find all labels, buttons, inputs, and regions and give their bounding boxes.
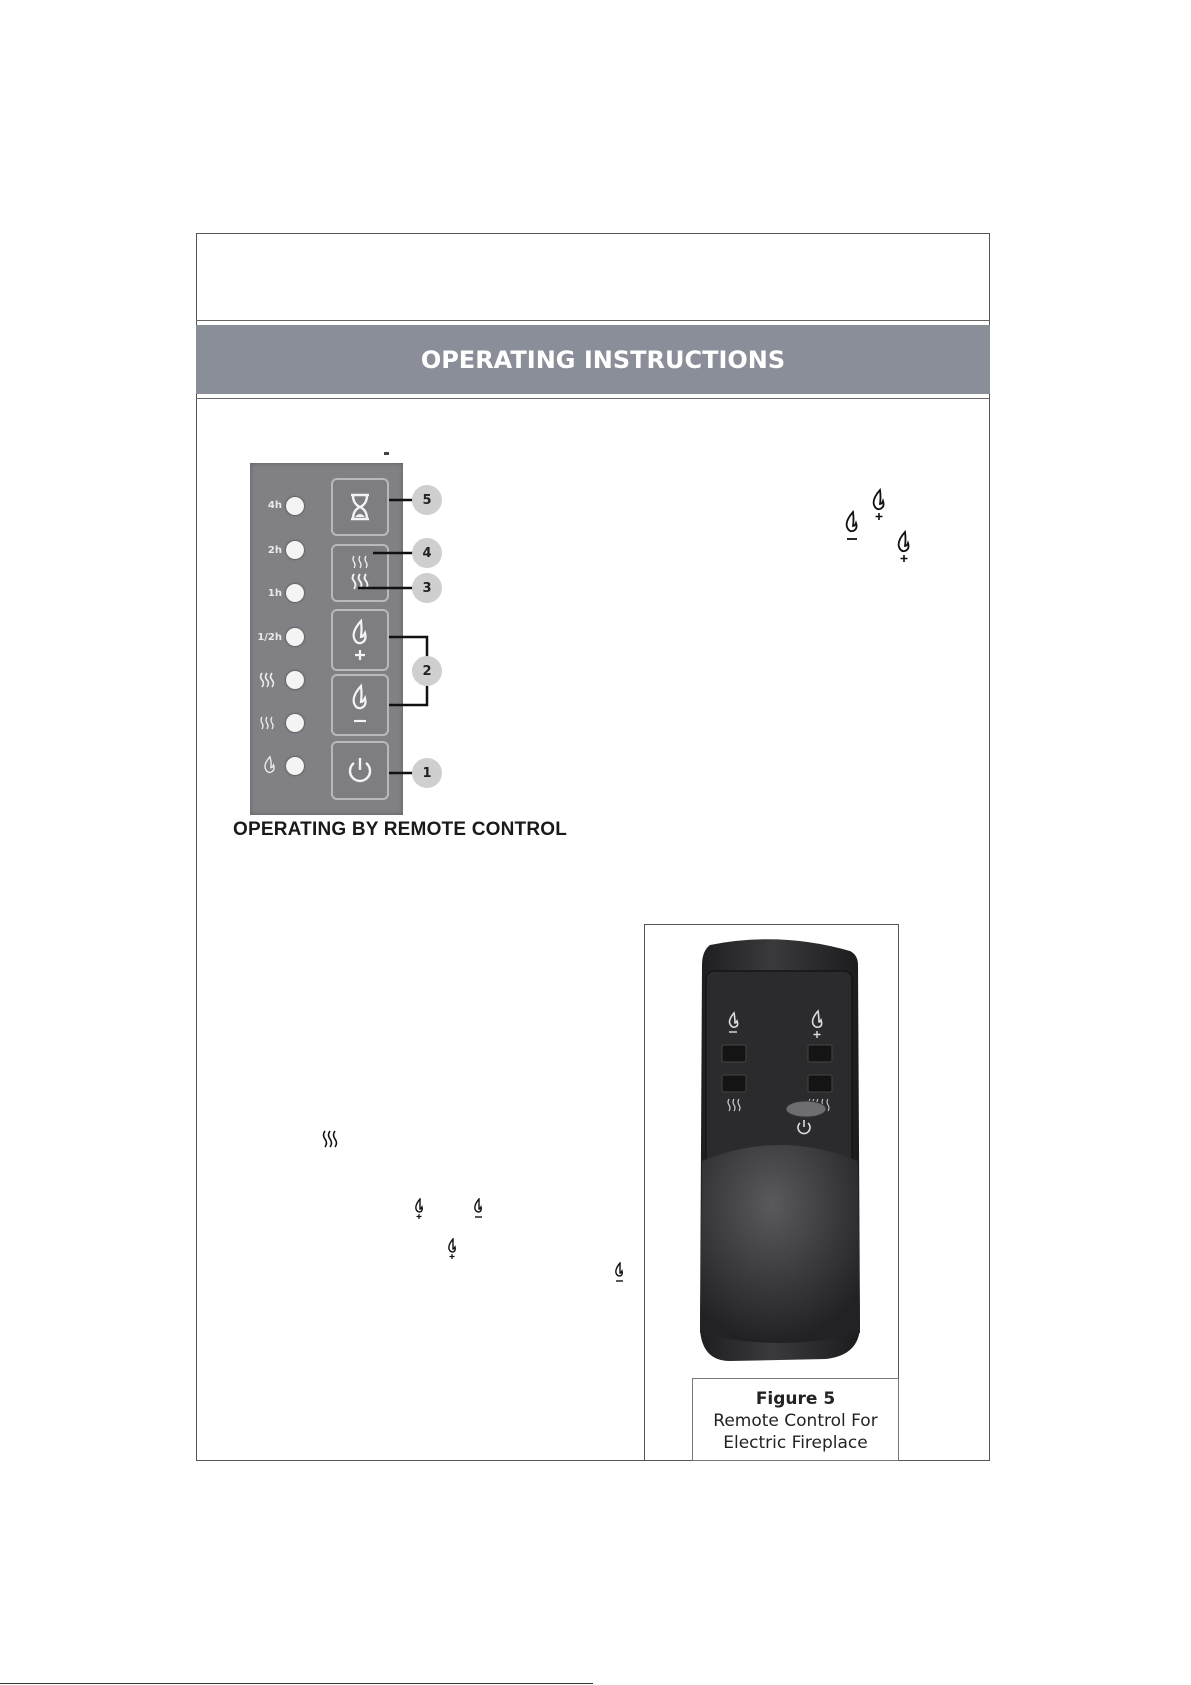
- callout-5: 5: [412, 485, 442, 515]
- flame-minus-icon: [612, 1262, 626, 1284]
- led-label-2h: 2h: [267, 545, 282, 556]
- page-title: OPERATING INSTRUCTIONS: [420, 345, 786, 374]
- figure-caption-line2: Electric Fireplace: [723, 1433, 868, 1453]
- figure-title: Figure 5: [755, 1389, 836, 1409]
- figure-caption: [692, 1378, 899, 1461]
- bottom-rule: [0, 1683, 593, 1684]
- figure-caption-line1: Remote Control For: [713, 1411, 878, 1431]
- remote-power-key: [786, 1101, 826, 1117]
- remote-control-image: [696, 933, 864, 1365]
- remote-heat-key: [722, 1075, 746, 1092]
- flame-plus-icon: [445, 1238, 459, 1260]
- led-label-4h: 4h: [267, 500, 282, 511]
- remote-flame-down-key: [722, 1045, 746, 1062]
- section-heading-remote: OPERATING BY REMOTE CONTROL: [233, 819, 568, 840]
- heat-icon: [320, 1128, 342, 1150]
- led-label-1h: 1h: [267, 588, 282, 599]
- callout-3: 3: [412, 573, 442, 603]
- flame-minus-icon: [841, 510, 863, 544]
- flame-minus-icon: [471, 1198, 485, 1220]
- flame-plus-icon: [893, 530, 915, 564]
- flame-plus-icon: [412, 1198, 426, 1220]
- callout-2: 2: [412, 656, 442, 686]
- led-label-half-h: 1/2h: [257, 632, 282, 643]
- remote-heat-high-key: [808, 1075, 832, 1092]
- callout-1: 1: [412, 758, 442, 788]
- flame-plus-icon: [868, 488, 890, 522]
- remote-flame-up-key: [808, 1045, 832, 1062]
- callout-4: 4: [412, 538, 442, 568]
